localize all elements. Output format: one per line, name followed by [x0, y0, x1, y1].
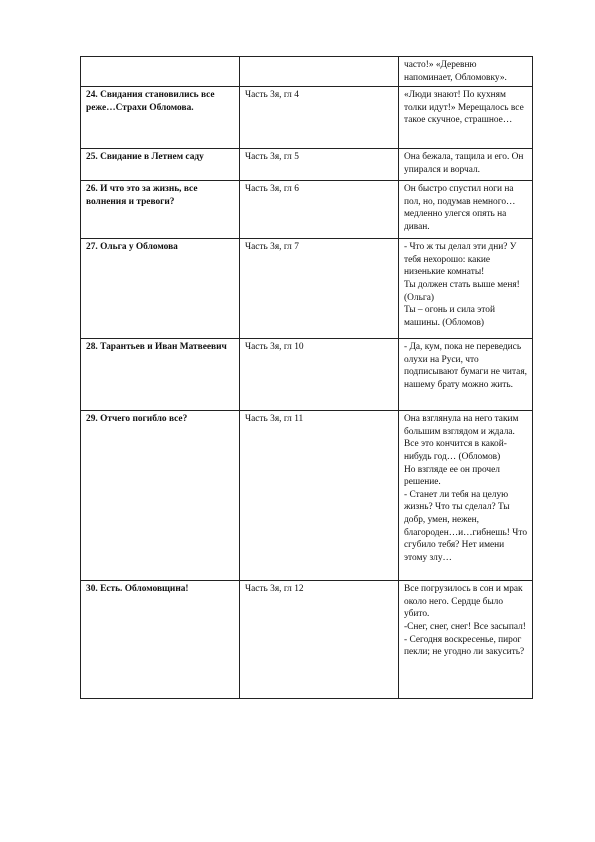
- quote-line: - Что ж ты делал эти дни? У тебя нехорошо: какие низенькие комнаты!: [404, 242, 517, 278]
- quote-line: Он быстро спустил ноги на пол, но, подумав немного… медленно улегся опять на диван.: [404, 184, 516, 232]
- part-chapter-cell: Часть 3я, гл 7: [240, 239, 399, 339]
- episode-title-cell: 25. Свидание в Летнем саду: [81, 149, 240, 181]
- quote-line: «Люди знают! По кухням толки идут!» Мерещалось все такое скучное, страшное…: [404, 90, 524, 126]
- table-row: [81, 239, 533, 339]
- episode-title-cell: 24. Свидания становились все реже…Страхи Обломова.: [81, 87, 240, 149]
- quote-cell: [399, 87, 533, 149]
- chapter-table: [80, 56, 533, 699]
- episode-title-cell: [81, 57, 240, 87]
- quote-line: Ты – огонь и сила этой машины. (Обломов): [404, 305, 495, 328]
- part-chapter-cell: Часть 3я, гл 4: [240, 87, 399, 149]
- quote-cell: [399, 411, 533, 581]
- quote-cell: [399, 339, 533, 411]
- quote-line: -Снег, снег, снег! Все засыпал!: [404, 621, 526, 632]
- quote-cell: [399, 57, 533, 87]
- quote-cell: [399, 581, 533, 699]
- quote-line: - Сегодня воскресенье, пирог пекли; не угодно ли закусить?: [404, 634, 525, 658]
- episode-title-cell: 29. Отчего погибло все?: [81, 411, 240, 581]
- quote-line: напоминает, Обломовку».: [404, 72, 507, 83]
- part-chapter-cell: Часть 3я, гл 11: [240, 411, 399, 581]
- quote-line: Она взглянула на него таким большим взглядом и ждала.: [404, 414, 519, 437]
- quote-line: Но взгляде ее он прочел решение.: [404, 464, 500, 488]
- table-row: [81, 581, 533, 699]
- part-chapter-cell: Часть 3я, гл 6: [240, 181, 399, 239]
- episode-title-cell: 28. Тарантьев и Иван Матвеевич: [81, 339, 240, 411]
- episode-title-cell: 27. Ольга у Обломова: [81, 239, 240, 339]
- quote-line: Все погрузилось в сон и мрак около него. Сердце было убито.: [404, 584, 523, 620]
- part-chapter-cell: Часть 3я, гл 5: [240, 149, 399, 181]
- quote-cell: [399, 149, 533, 181]
- quote-line: часто!» «Деревню: [404, 60, 477, 70]
- chapter-table-body: [81, 57, 533, 699]
- part-chapter-cell: [240, 57, 399, 87]
- quote-line: - Да, кум, пока не переведись олухи на Руси, что подписывают бумаги не читая, нашему брату можно жить.: [404, 342, 527, 390]
- quote-line: Ты должен стать выше меня! (Ольга): [404, 279, 520, 303]
- part-chapter-cell: Часть 3я, гл 12: [240, 581, 399, 699]
- table-row: [81, 57, 533, 87]
- table-row: [81, 149, 533, 181]
- episode-title-cell: 26. И что это за жизнь, все волнения и тревоги?: [81, 181, 240, 239]
- part-chapter-cell: Часть 3я, гл 10: [240, 339, 399, 411]
- episode-title-cell: 30. Есть. Обломовщина!: [81, 581, 240, 699]
- table-row: [81, 411, 533, 581]
- table-row: [81, 87, 533, 149]
- quote-line: - Станет ли тебя на целую жизнь? Что ты сделал? Ты добр, умен, нежен, благороден…и…гибнешь! Что сгубило тебя? Нет имени этому злу…: [404, 489, 528, 563]
- quote-cell: [399, 181, 533, 239]
- quote-line: Она бежала, тащила и его. Он упирался и ворчал.: [404, 152, 524, 175]
- table-row: [81, 181, 533, 239]
- quote-cell: [399, 239, 533, 339]
- quote-line: Все это кончится в какой-нибудь год… (Обломов): [404, 439, 507, 462]
- table-row: [81, 339, 533, 411]
